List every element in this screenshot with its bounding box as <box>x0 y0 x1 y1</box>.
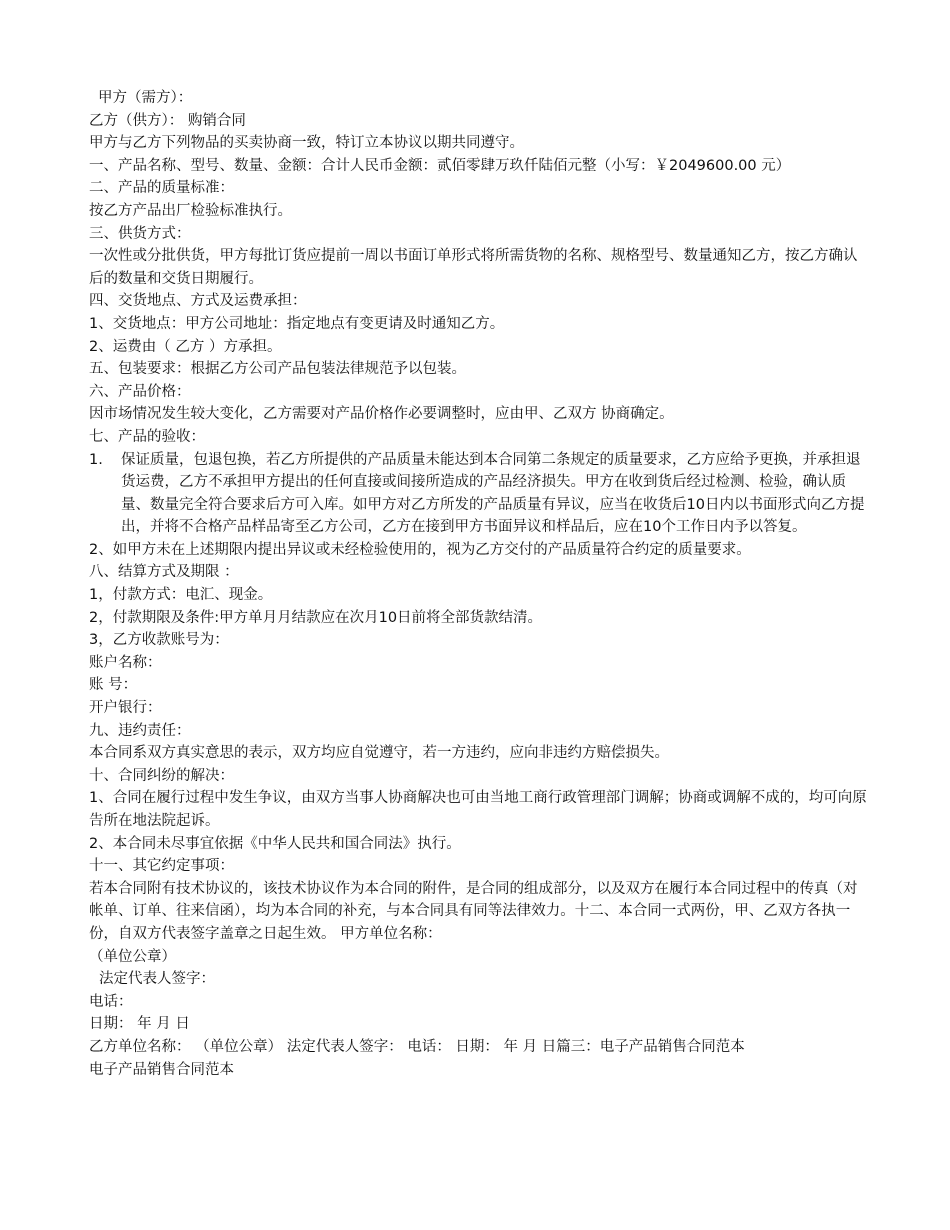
party-b-title-line: 乙方（供方）： 购销合同 <box>89 112 246 129</box>
party-b-signature-line: 乙方单位名称： （单位公章） 法定代表人签字： 电话： 日期： 年 月 日篇三：电子产品销售合同范本 <box>89 1038 745 1055</box>
section-7-item-1 <box>89 449 867 539</box>
section-9-body: 本合同系双方真实意思的表示，双方均应自觉遵守，若一方违约，应向非违约方赔偿损失。 <box>89 745 669 762</box>
bank-line: 开户银行： <box>89 700 162 717</box>
date-line: 日期： 年 月 日 <box>89 1016 190 1033</box>
section-7-title: 七、产品的验收： <box>89 428 205 445</box>
phone-line: 电话： <box>89 993 133 1010</box>
section-4-item-2: 2、运费由（ 乙方 ）方承担。 <box>89 338 282 355</box>
section-4-title: 四、交货地点、方式及运费承担： <box>89 293 307 310</box>
section-3-body: 一次性或分批供货，甲方每批订货应提前一周以书面订单形式将所需货物的名称、规格型号、数量通知乙方，按乙方确认后的数量和交货日期履行。 <box>89 248 858 287</box>
seal-line: （单位公章） <box>89 948 176 965</box>
section-8-item-3: 3，乙方收款账号为： <box>89 632 229 649</box>
section-10-title: 十、合同纠纷的解决： <box>89 767 234 784</box>
footer-title: 电子产品销售合同范本 <box>89 1061 234 1078</box>
section-11-title: 十一、其它约定事项： <box>89 858 234 875</box>
section-10-item-2: 2、本合同未尽事宜依据《中华人民共和国合同法》执行。 <box>89 835 461 852</box>
section-11-body: 若本合同附有技术协议的，该技术协议作为本合同的附件，是合同的组成部分，以及双方在履行本合同过程中的传真（对帐单、订单、往来信函），均为本合同的补充，与本合同具有同等法律效力。十二、本合同一式两份，甲、乙双方各执一份，自双方代表签字盖章之日起生效。 甲方单位名称： <box>89 880 858 942</box>
party-a-line: 甲方（需方）： <box>98 90 193 106</box>
section-2-body: 按乙方产品出厂检验标准执行。 <box>89 202 292 219</box>
account-number-line: 账 号： <box>89 677 138 694</box>
legal-rep-line: 法定代表人签字： <box>99 971 215 988</box>
section-6-title: 六、产品价格： <box>89 383 191 400</box>
section-3-title: 三、供货方式： <box>89 225 191 242</box>
section-7-item-1-body: 保证质量，包退包换，若乙方所提供的产品质量未能达到本合同第二条规定的质量要求，乙方应给予更换，并承担退货运费，乙方不承担甲方提出的任何直接或间接所造成的产品经济损失。甲方在收到货后经过检测、检验，确认质量、数量完全符合要求后方可入库。如甲方对乙方所发的产品质量有异议，应当在收货后10日内以书面形式向乙方提出，并将不合格产品样品寄至乙方公司，乙方在接到甲方书面异议和样品后，应在10个工作日内予以答复。 <box>121 451 865 536</box>
section-1: 一、产品名称、型号、数量、金额：合计人民币金额：贰佰零肆万玖仟陆佰元整（小写：￥2049600.00 元） <box>89 157 791 174</box>
section-6-body: 因市场情况发生较大变化，乙方需要对产品价格作必要调整时，应由甲、乙双方 协商确定。 <box>89 406 674 423</box>
section-8-item-2: 2，付款期限及条件:甲方单月月结款应在次月10日前将全部货款结清。 <box>89 609 543 626</box>
account-name-line: 账户名称： <box>89 654 162 671</box>
section-10-item-1: 1、合同在履行过程中发生争议，由双方当事人协商解决也可由当地工商行政管理部门调解；协商或调解不成的，均可向原告所在地法院起诉。 <box>89 790 867 829</box>
section-7-item-1-number: 1. <box>89 451 103 468</box>
section-9-title: 九、违约责任： <box>89 722 191 739</box>
intro-paragraph: 甲方与乙方下列物品的买卖协商一致，特订立本协议以期共同遵守。 <box>89 135 524 152</box>
contract-document <box>89 87 867 1081</box>
section-2-title: 二、产品的质量标准： <box>89 180 234 197</box>
section-8-title: 八、结算方式及期限 ： <box>89 564 239 581</box>
section-5: 五、包装要求：根据乙方公司产品包装法律规范予以包装。 <box>89 361 466 378</box>
section-8-item-1: 1，付款方式：电汇、现金。 <box>89 587 273 604</box>
section-4-item-1: 1、交货地点：甲方公司地址：指定地点有变更请及时通知乙方。 <box>89 315 505 332</box>
section-7-item-2: 2、如甲方未在上述期限内提出异议或未经检验使用的，视为乙方交付的产品质量符合约定的质量要求。 <box>89 541 751 558</box>
